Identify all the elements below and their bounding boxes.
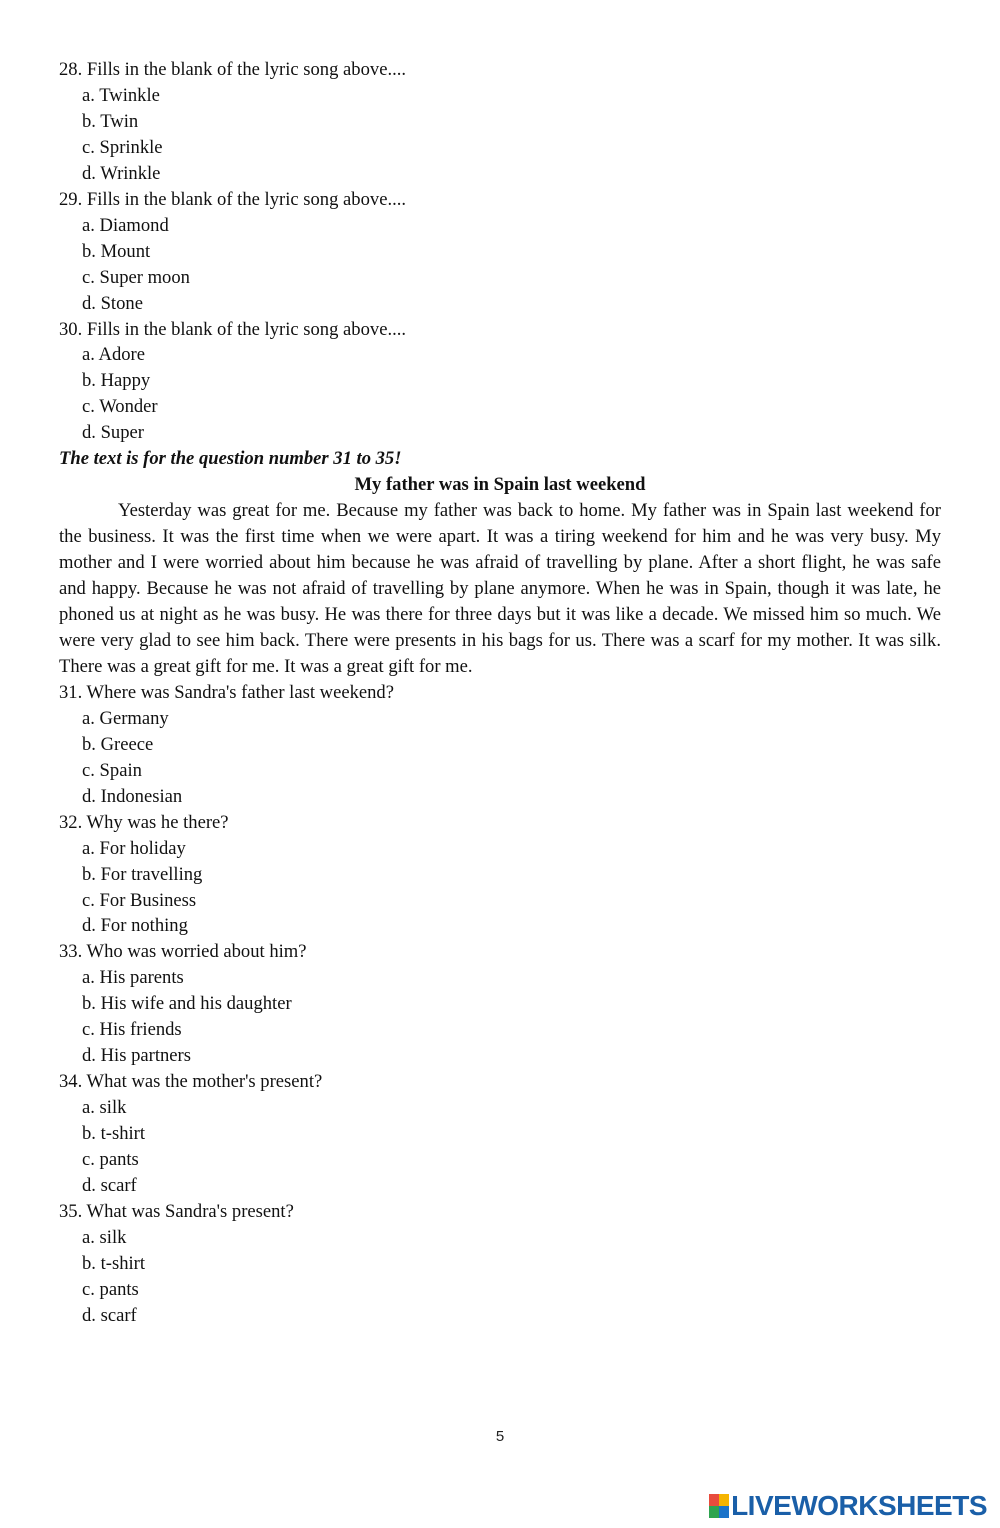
reading-passage: Yesterday was great for me. Because my father was back to home. My father was in Spain last weekend for the business. It was the first time when we were apart. It was a tiring weekend for him and he was very busy. My mother and I were worried about him because he was afraid of travelling by plane. After a short flight, he was safe and happy. Because he was not afraid of travelling by plane anymore. When he was in Spain, though it was late, he phoned us at night as he was busy. He was there for three days but it was like a decade. We missed him so much. We were very glad to see him back. There were presents in his bags for us. There was a scarf for my mother. It was silk. There was a great gift for me. It was a great gift for me. — [59, 500, 941, 677]
logo-square-blue — [719, 1506, 729, 1518]
brand-footer[interactable] — [709, 1491, 987, 1521]
answer-option[interactable]: b. Greece — [82, 733, 154, 755]
answer-option[interactable]: a. For holiday — [82, 837, 186, 859]
answer-option[interactable]: c. pants — [82, 1278, 139, 1300]
answer-option[interactable]: d. His partners — [82, 1045, 191, 1067]
question-text: 35. What was Sandra's present? — [59, 1200, 294, 1222]
answer-option[interactable]: d. For nothing — [82, 915, 188, 937]
answer-option[interactable]: b. t-shirt — [82, 1123, 146, 1145]
question-text: 33. Who was worried about him? — [59, 941, 307, 963]
answer-option[interactable]: b. For travelling — [82, 863, 203, 885]
answer-option[interactable]: b. Happy — [82, 370, 151, 392]
questions-28-30 — [59, 57, 941, 446]
answer-option[interactable]: d. Wrinkle — [82, 162, 161, 184]
answer-option[interactable]: a. His parents — [82, 967, 184, 989]
answer-option[interactable]: b. His wife and his daughter — [82, 993, 292, 1015]
answer-option[interactable]: c. Wonder — [82, 396, 158, 418]
page-number: 5 — [495, 1428, 505, 1445]
question-text: 29. Fills in the blank of the lyric song above.... — [59, 188, 407, 210]
answer-option[interactable]: a. Twinkle — [82, 84, 160, 106]
liveworksheets-logo-icon — [709, 1494, 729, 1518]
answer-option[interactable]: c. For Business — [82, 889, 197, 911]
answer-option[interactable]: c. Spain — [82, 759, 142, 781]
answer-option[interactable]: c. pants — [82, 1149, 139, 1171]
logo-square-green — [709, 1506, 719, 1518]
question-text: 32. Why was he there? — [59, 811, 229, 833]
answer-option[interactable]: b. t-shirt — [82, 1252, 146, 1274]
answer-option[interactable]: a. silk — [82, 1226, 127, 1248]
question-text: 31. Where was Sandra's father last weekend? — [59, 681, 394, 703]
answer-option[interactable]: c. His friends — [82, 1019, 182, 1041]
answer-option[interactable]: d. Indonesian — [82, 785, 183, 807]
brand-name: LIVEWORKSHEETS — [731, 1490, 987, 1521]
question-text: 28. Fills in the blank of the lyric song above.... — [59, 59, 407, 80]
answer-option[interactable]: a. silk — [82, 1097, 127, 1119]
question-text: 34. What was the mother's present? — [59, 1071, 323, 1093]
answer-option[interactable]: c. Super moon — [82, 266, 190, 288]
reading-title: My father was in Spain last weekend — [354, 474, 646, 496]
reading-intro: The text is for the question number 31 to 35! — [59, 448, 402, 470]
worksheet-content — [59, 57, 941, 1329]
answer-option[interactable]: d. scarf — [82, 1304, 137, 1326]
answer-option[interactable]: a. Diamond — [82, 214, 169, 236]
answer-option[interactable]: d. Stone — [82, 292, 143, 314]
answer-option[interactable]: a. Germany — [82, 707, 169, 729]
answer-option[interactable]: b. Twin — [82, 110, 139, 132]
answer-option[interactable]: d. scarf — [82, 1174, 137, 1196]
answer-option[interactable]: b. Mount — [82, 240, 151, 262]
answer-option[interactable]: c. Sprinkle — [82, 136, 163, 158]
answer-option[interactable]: d. Super — [82, 422, 144, 444]
logo-square-red — [709, 1494, 719, 1506]
questions-31-35 — [59, 680, 941, 1329]
question-text: 30. Fills in the blank of the lyric song above.... — [59, 318, 407, 340]
logo-square-yellow — [719, 1494, 729, 1506]
answer-option[interactable]: a. Adore — [82, 344, 145, 366]
